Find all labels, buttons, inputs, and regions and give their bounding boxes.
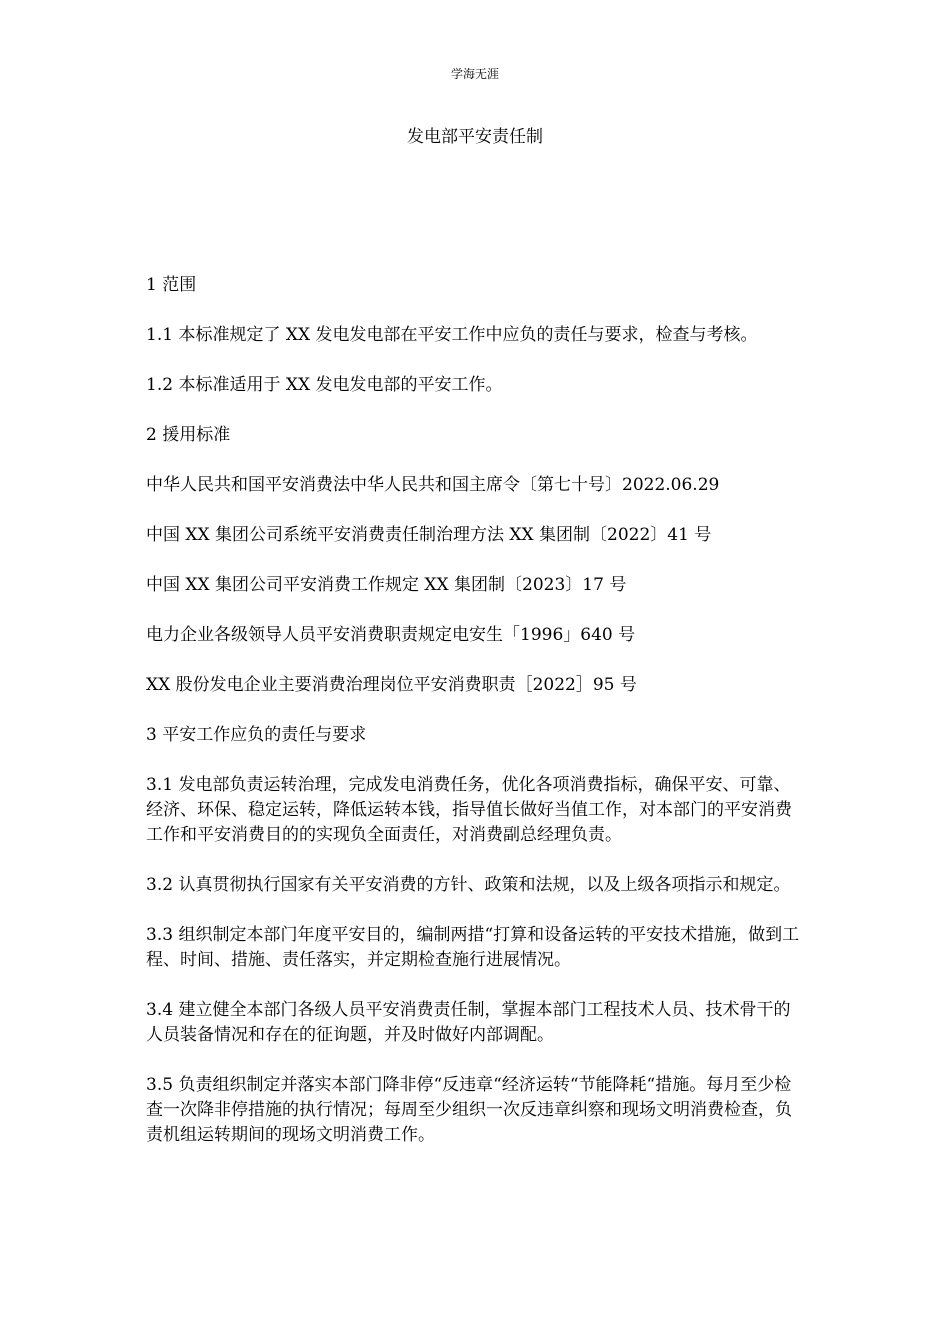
paragraph: 3.5 负责组织制定并落实本部门降非停“反违章“经济运转“节能降耗“措施。每月至少检查一次降非停措施的执行情况；每周至少组织一次反违章纠察和现场文明消费检查，负责机组运转期间的现场文明消费工作。: [146, 1075, 792, 1145]
page-header: 学海无涯: [450, 67, 499, 81]
reference-item: 中华人民共和国平安消费法中华人民共和国主席令〔第七十号〕2022.06.29: [146, 475, 720, 495]
section-heading: 2 援用标准: [146, 425, 231, 445]
paragraph: 1.2 本标准适用于 XX 发电发电部的平安工作。: [146, 375, 503, 395]
reference-item: XX 股份发电企业主要消费治理岗位平安消费职责［2022］95 号: [146, 675, 637, 695]
paragraph: 3.1 发电部负责运转治理，完成发电消费任务，优化各项消费指标，确保平安、可靠、经济、环保、稳定运转，降低运转本钱，指导值长做好当值工作，对本部门的平安消费工作和平安消费目的的实现负全面责任，对消费副总经理负责。: [146, 775, 792, 845]
document-title: 发电部平安责任制: [407, 127, 543, 147]
section-heading: 3 平安工作应负的责任与要求: [146, 725, 367, 745]
section-heading: 1 范围: [146, 275, 197, 295]
paragraph: 1.1 本标准规定了 XX 发电发电部在平安工作中应负的责任与要求，检查与考核。: [146, 325, 758, 345]
reference-item: 电力企业各级领导人员平安消费职责规定电安生「1996」640 号: [146, 625, 636, 645]
paragraph: 3.4 建立健全本部门各级人员平安消费责任制，掌握本部门工程技术人员、技术骨干的人员装备情况和存在的征询题，并及时做好内部调配。: [146, 1000, 791, 1045]
paragraph: 3.2 认真贯彻执行国家有关平安消费的方针、政策和法规，以及上级各项指示和规定。: [146, 875, 791, 895]
reference-item: 中国 XX 集团公司系统平安消费责任制治理方法 XX 集团制〔2022〕41 号: [146, 525, 712, 545]
reference-item: 中国 XX 集团公司平安消费工作规定 XX 集团制〔2023〕17 号: [146, 575, 627, 595]
document-body: [146, 273, 806, 1173]
paragraph: 3.3 组织制定本部门年度平安目的，编制两措“打算和设备运转的平安技术措施，做到工程、时间、措施、责任落实，并定期检查施行进展情况。: [146, 925, 800, 970]
